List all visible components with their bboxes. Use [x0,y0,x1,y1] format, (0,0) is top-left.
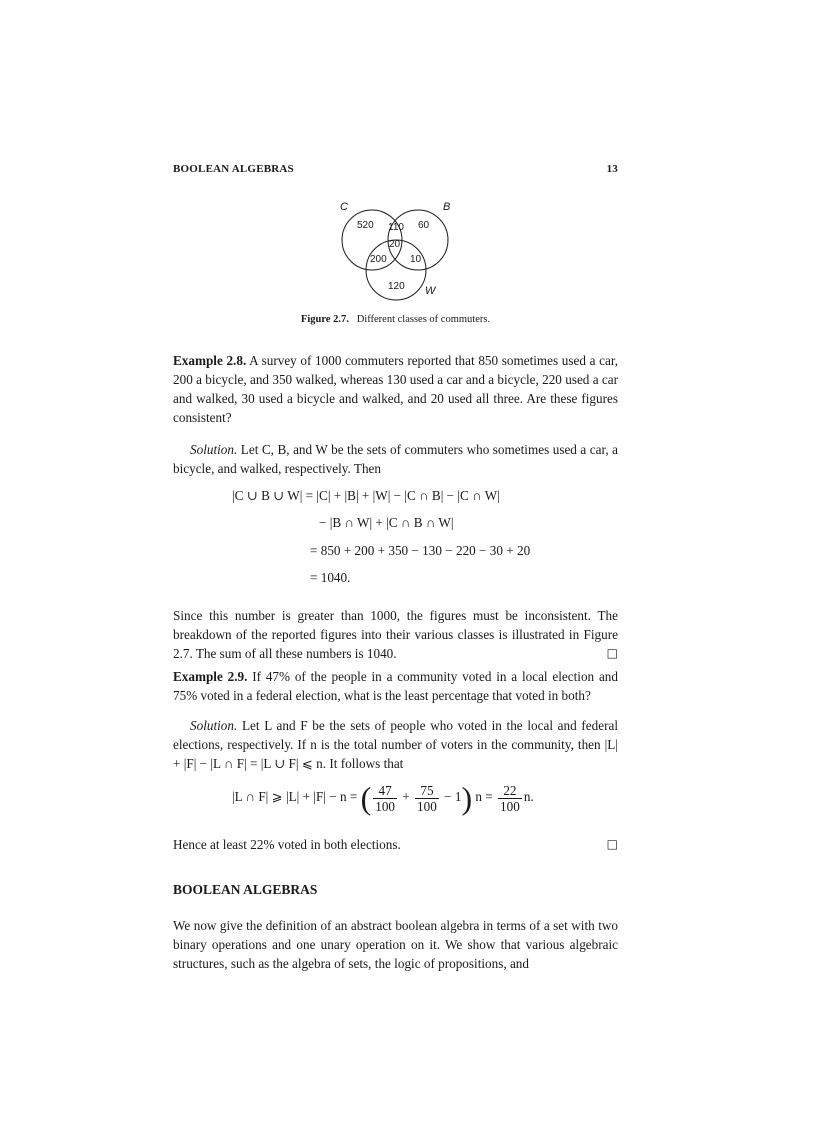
caption-text: Different classes of commuters. [356,314,491,325]
label-c: C [340,201,348,213]
region-b-only: 60 [418,220,430,231]
eq-n: n = [475,789,493,805]
figure-caption [173,314,618,325]
label-b: B [443,201,451,213]
qed-2-9: □ [606,837,618,851]
region-cw: 200 [370,254,387,265]
equation-line-1: |C ∪ B ∪ W| = |C| + |B| + |W| − |C ∩ B| − |C ∩ W| [232,488,500,503]
label-w: W [425,285,436,297]
left-paren: ( [360,780,372,816]
example-2-9-text: If 47% of the people in a community voted in a local election and 75% voted in a federal election, what is the least percentage that voted in both? [173,669,618,703]
example-2-9-label: Example 2.9. [173,669,248,684]
fraction-22: $\frac{22}{100}$ [500,782,520,814]
equation-line-3: = 850 + 200 + 350 − 130 − 220 − 30 + 20 [310,543,531,558]
conclusion-2-8 [173,606,618,663]
page-number: 13 [606,163,618,175]
venn-diagram [330,196,460,302]
conclusion-2-9-text: Hence at least 22% voted in both elections. [173,837,401,852]
section-heading: BOOLEAN ALGEBRAS [173,882,318,897]
qed-2-8: □ [606,646,618,660]
fraction-75: $\frac{75}{100}$ [417,782,437,814]
example-2-8-label: Example 2.8. [173,353,247,368]
region-w-only: 120 [388,281,405,292]
example-2-8 [173,351,618,427]
solution-2-9-text: Let L and F be the sets of people who voted in the local and federal elections, respectively. If n is the total number of voters in the community, then |L| + |F| − |L ∩ F| = |L ∪ F| ⩽ n. It follows that [173,718,619,771]
region-cb: 110 [388,222,404,233]
region-c-only: 520 [357,220,374,231]
equation-2-9: |L ∩ F| ⩾ |L| + |F| − n = ( $\frac{47}{100}$ + $\frac{75}{100}$ − 1) n = $\frac{22}{100}$ n. [232,780,534,816]
solution-2-8-label: Solution. [190,442,238,457]
caption-label: Figure 2.7. [300,314,349,325]
eq-left: |L ∩ F| ⩾ |L| + |F| − n = [232,789,358,805]
eq-end: n. [523,789,534,805]
region-bw: 10 [410,254,422,265]
fraction-47: $\frac{47}{100}$ [375,782,396,814]
solution-2-8 [173,440,618,478]
conclusion-2-9 [173,835,618,854]
solution-2-9 [173,716,618,773]
right-paren: ) [461,780,473,816]
solution-2-9-label: Solution. [190,718,238,733]
minus-one: − 1 [444,789,462,805]
example-2-8-text: A survey of 1000 commuters reported that 850 sometimes used a car, 200 a bicycle, and 350 walked, whereas 130 used a car and a bicycle, 220 used a car and walked, 30 used a bicycle and walked, and 20 used all three. Are these figures consistent? [173,353,618,425]
equation-line-4: = 1040. [310,570,351,585]
running-header [173,163,618,175]
conclusion-2-8-text: Since this number is greater than 1000, the figures must be inconsistent. The breakdown of the reported figures into their various classes is illustrated in Figure 2.7. The sum of all these numbers is 1040. [173,608,618,661]
region-cbw: 20 [389,239,401,250]
equation-line-2: − |B ∩ W| + |C ∩ B ∩ W| [319,515,454,530]
example-2-9 [173,667,618,705]
solution-2-8-text: Let C, B, and W be the sets of commuters who sometimes used a car, a bicycle, and walked, respectively. Then [173,442,618,476]
header-title: BOOLEAN ALGEBRAS [173,163,294,175]
section-paragraph: We now give the definition of an abstract boolean algebra in terms of a set with two binary operations and one unary operation on it. We show that various algebraic structures, such as the algebra of sets, the logic of propositions, and [173,918,618,971]
